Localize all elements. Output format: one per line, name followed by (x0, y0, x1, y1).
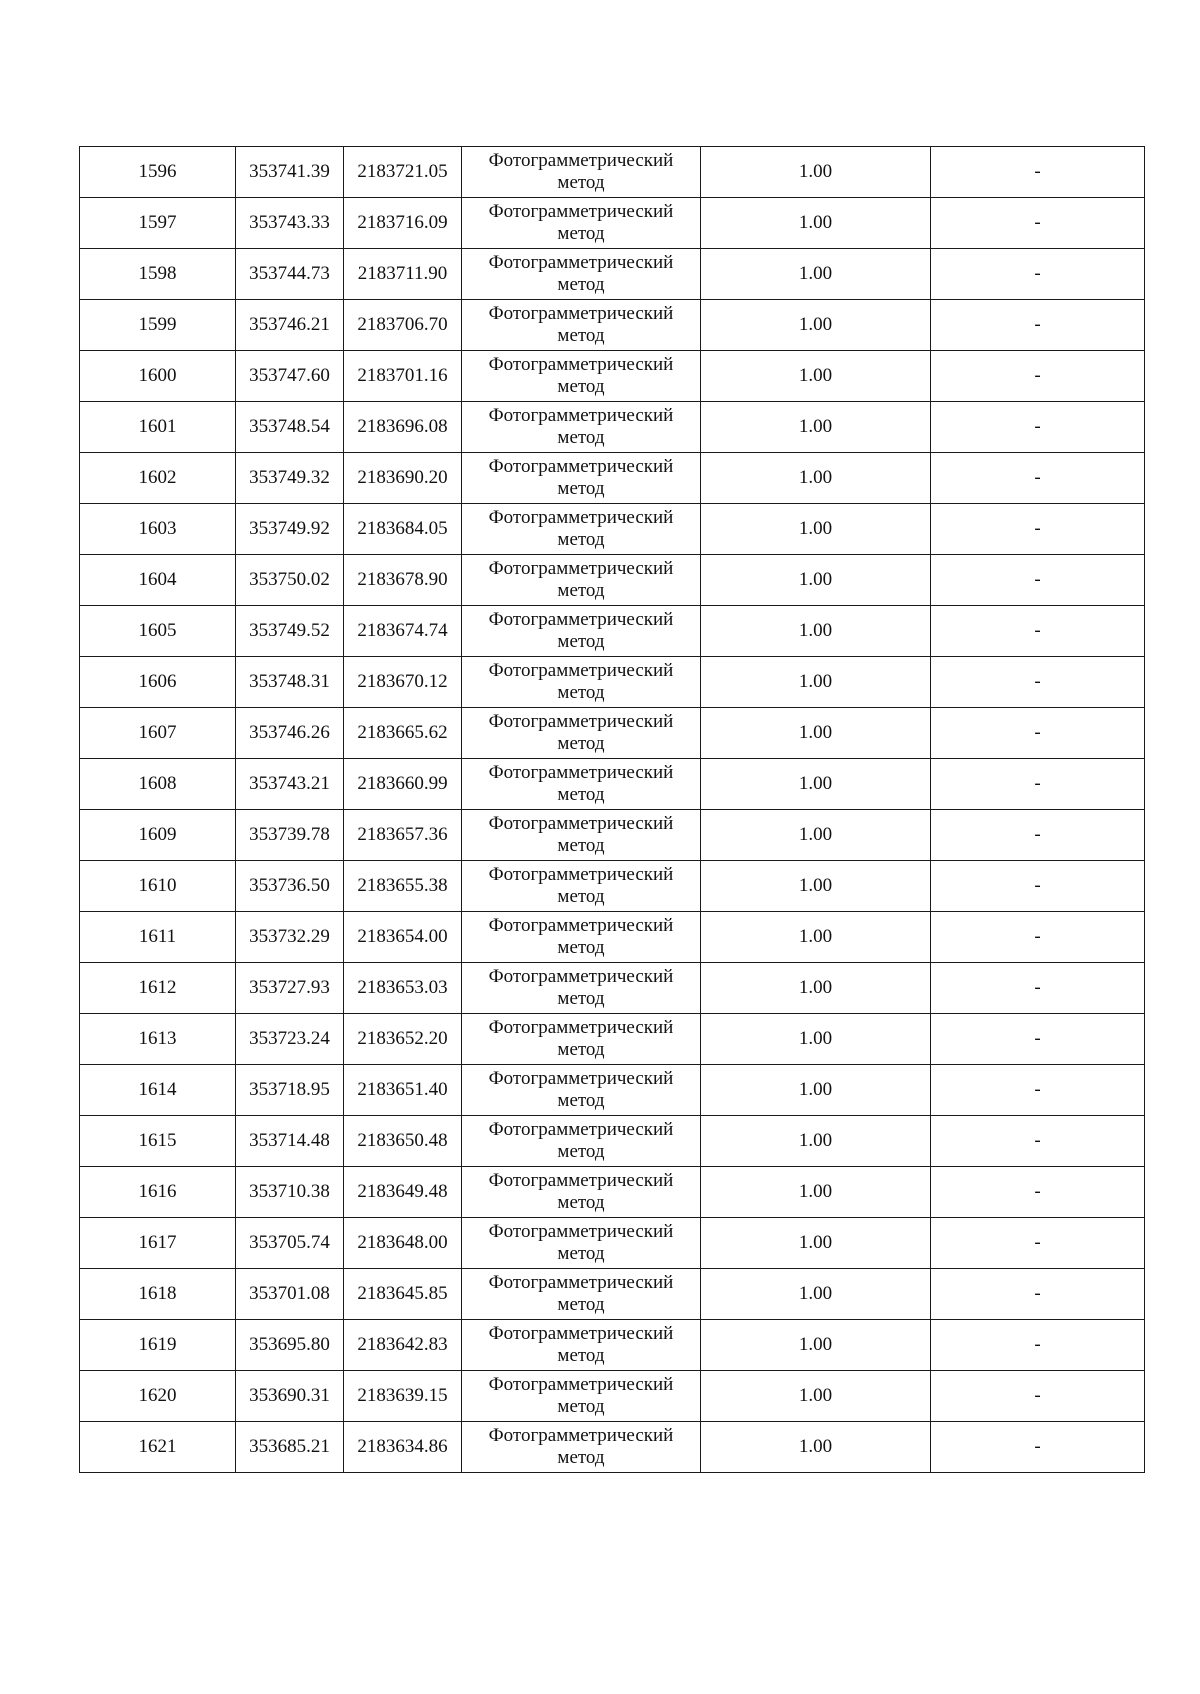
table-row (80, 1065, 1145, 1116)
x-coordinate-cell: 353749.32 (236, 453, 344, 504)
x-coordinate-cell: 353710.38 (236, 1167, 344, 1218)
method-line-2: метод (557, 733, 605, 754)
table-row (80, 351, 1145, 402)
x-coordinate-cell: 353685.21 (236, 1422, 344, 1473)
method-cell (462, 912, 701, 963)
y-coordinate-cell: 2183649.48 (344, 1167, 462, 1218)
point-number-cell: 1619 (80, 1320, 236, 1371)
table-row (80, 1218, 1145, 1269)
y-coordinate-cell: 2183650.48 (344, 1116, 462, 1167)
method-line-2: метод (557, 376, 605, 397)
note-cell: - (931, 555, 1145, 606)
note-cell: - (931, 300, 1145, 351)
x-coordinate-cell: 353748.54 (236, 402, 344, 453)
y-coordinate-cell: 2183645.85 (344, 1269, 462, 1320)
method-cell (462, 1014, 701, 1065)
method-cell (462, 1167, 701, 1218)
method-cell (462, 1218, 701, 1269)
x-coordinate-cell: 353723.24 (236, 1014, 344, 1065)
note-cell: - (931, 657, 1145, 708)
precision-cell: 1.00 (701, 504, 931, 555)
method-cell (462, 708, 701, 759)
table-row (80, 1422, 1145, 1473)
precision-cell: 1.00 (701, 1422, 931, 1473)
method-line-2: метод (557, 1345, 605, 1366)
point-number-cell: 1602 (80, 453, 236, 504)
table-row (80, 810, 1145, 861)
point-number-cell: 1607 (80, 708, 236, 759)
point-number-cell: 1598 (80, 249, 236, 300)
point-number-cell: 1604 (80, 555, 236, 606)
y-coordinate-cell: 2183652.20 (344, 1014, 462, 1065)
method-cell (462, 198, 701, 249)
table-row (80, 402, 1145, 453)
method-cell (462, 1269, 701, 1320)
note-cell: - (931, 606, 1145, 657)
table-row (80, 1167, 1145, 1218)
precision-cell: 1.00 (701, 300, 931, 351)
point-number-cell: 1611 (80, 912, 236, 963)
method-cell (462, 555, 701, 606)
precision-cell: 1.00 (701, 1218, 931, 1269)
method-cell (462, 402, 701, 453)
method-line-2: метод (557, 886, 605, 907)
point-number-cell: 1616 (80, 1167, 236, 1218)
method-line-1: Фотограмметрический (488, 252, 674, 273)
y-coordinate-cell: 2183660.99 (344, 759, 462, 810)
method-line-1: Фотограмметрический (488, 966, 674, 987)
method-cell (462, 504, 701, 555)
method-line-1: Фотограмметрический (488, 405, 674, 426)
point-number-cell: 1617 (80, 1218, 236, 1269)
table-row (80, 147, 1145, 198)
y-coordinate-cell: 2183670.12 (344, 657, 462, 708)
point-number-cell: 1618 (80, 1269, 236, 1320)
note-cell: - (931, 1116, 1145, 1167)
table-row (80, 861, 1145, 912)
table-row (80, 657, 1145, 708)
table-row (80, 606, 1145, 657)
precision-cell: 1.00 (701, 1269, 931, 1320)
precision-cell: 1.00 (701, 1065, 931, 1116)
precision-cell: 1.00 (701, 402, 931, 453)
x-coordinate-cell: 353741.39 (236, 147, 344, 198)
method-line-2: метод (557, 1090, 605, 1111)
precision-cell: 1.00 (701, 453, 931, 504)
method-line-1: Фотограмметрический (488, 150, 674, 171)
method-line-1: Фотограмметрический (488, 1425, 674, 1446)
point-number-cell: 1621 (80, 1422, 236, 1473)
method-cell (462, 1065, 701, 1116)
point-number-cell: 1612 (80, 963, 236, 1014)
method-line-1: Фотограмметрический (488, 1017, 674, 1038)
method-line-1: Фотограмметрический (488, 813, 674, 834)
y-coordinate-cell: 2183665.62 (344, 708, 462, 759)
method-line-2: метод (557, 223, 605, 244)
table-row (80, 1116, 1145, 1167)
method-cell (462, 1320, 701, 1371)
y-coordinate-cell: 2183706.70 (344, 300, 462, 351)
note-cell: - (931, 1218, 1145, 1269)
method-cell (462, 147, 701, 198)
note-cell: - (931, 1422, 1145, 1473)
method-line-2: метод (557, 631, 605, 652)
note-cell: - (931, 1269, 1145, 1320)
method-line-2: метод (557, 172, 605, 193)
method-line-2: метод (557, 1294, 605, 1315)
method-line-1: Фотограмметрический (488, 201, 674, 222)
method-line-1: Фотограмметрический (488, 711, 674, 732)
method-line-2: метод (557, 478, 605, 499)
point-number-cell: 1606 (80, 657, 236, 708)
method-line-1: Фотограмметрический (488, 864, 674, 885)
note-cell: - (931, 708, 1145, 759)
precision-cell: 1.00 (701, 1167, 931, 1218)
y-coordinate-cell: 2183684.05 (344, 504, 462, 555)
point-number-cell: 1613 (80, 1014, 236, 1065)
method-cell (462, 249, 701, 300)
x-coordinate-cell: 353732.29 (236, 912, 344, 963)
y-coordinate-cell: 2183639.15 (344, 1371, 462, 1422)
method-line-2: метод (557, 835, 605, 856)
point-number-cell: 1615 (80, 1116, 236, 1167)
method-line-2: метод (557, 682, 605, 703)
precision-cell: 1.00 (701, 555, 931, 606)
note-cell: - (931, 249, 1145, 300)
point-number-cell: 1597 (80, 198, 236, 249)
table-row (80, 198, 1145, 249)
x-coordinate-cell: 353736.50 (236, 861, 344, 912)
method-cell (462, 759, 701, 810)
method-line-2: метод (557, 988, 605, 1009)
x-coordinate-cell: 353695.80 (236, 1320, 344, 1371)
note-cell: - (931, 351, 1145, 402)
note-cell: - (931, 861, 1145, 912)
note-cell: - (931, 1320, 1145, 1371)
method-line-2: метод (557, 1243, 605, 1264)
table-row (80, 759, 1145, 810)
note-cell: - (931, 1014, 1145, 1065)
table-row (80, 555, 1145, 606)
point-number-cell: 1596 (80, 147, 236, 198)
note-cell: - (931, 504, 1145, 555)
table-row (80, 1320, 1145, 1371)
method-line-2: метод (557, 937, 605, 958)
x-coordinate-cell: 353705.74 (236, 1218, 344, 1269)
x-coordinate-cell: 353690.31 (236, 1371, 344, 1422)
point-number-cell: 1600 (80, 351, 236, 402)
y-coordinate-cell: 2183716.09 (344, 198, 462, 249)
note-cell: - (931, 912, 1145, 963)
method-line-2: метод (557, 1396, 605, 1417)
x-coordinate-cell: 353739.78 (236, 810, 344, 861)
precision-cell: 1.00 (701, 1014, 931, 1065)
precision-cell: 1.00 (701, 861, 931, 912)
precision-cell: 1.00 (701, 351, 931, 402)
precision-cell: 1.00 (701, 810, 931, 861)
table-row (80, 249, 1145, 300)
method-line-1: Фотограмметрический (488, 1119, 674, 1140)
precision-cell: 1.00 (701, 606, 931, 657)
method-line-2: метод (557, 1141, 605, 1162)
point-number-cell: 1610 (80, 861, 236, 912)
y-coordinate-cell: 2183634.86 (344, 1422, 462, 1473)
method-cell (462, 963, 701, 1014)
x-coordinate-cell: 353746.21 (236, 300, 344, 351)
method-cell (462, 1422, 701, 1473)
y-coordinate-cell: 2183657.36 (344, 810, 462, 861)
y-coordinate-cell: 2183674.74 (344, 606, 462, 657)
note-cell: - (931, 963, 1145, 1014)
table-row (80, 300, 1145, 351)
table-row (80, 708, 1145, 759)
method-line-2: метод (557, 1192, 605, 1213)
x-coordinate-cell: 353718.95 (236, 1065, 344, 1116)
method-line-1: Фотограмметрический (488, 1272, 674, 1293)
x-coordinate-cell: 353744.73 (236, 249, 344, 300)
x-coordinate-cell: 353750.02 (236, 555, 344, 606)
point-number-cell: 1599 (80, 300, 236, 351)
point-number-cell: 1608 (80, 759, 236, 810)
note-cell: - (931, 198, 1145, 249)
precision-cell: 1.00 (701, 198, 931, 249)
method-line-1: Фотограмметрический (488, 1323, 674, 1344)
note-cell: - (931, 1371, 1145, 1422)
y-coordinate-cell: 2183696.08 (344, 402, 462, 453)
x-coordinate-cell: 353743.21 (236, 759, 344, 810)
method-cell (462, 861, 701, 912)
x-coordinate-cell: 353747.60 (236, 351, 344, 402)
point-number-cell: 1605 (80, 606, 236, 657)
x-coordinate-cell: 353701.08 (236, 1269, 344, 1320)
x-coordinate-cell: 353714.48 (236, 1116, 344, 1167)
method-line-2: метод (557, 1447, 605, 1468)
y-coordinate-cell: 2183678.90 (344, 555, 462, 606)
method-line-1: Фотограмметрический (488, 762, 674, 783)
method-line-1: Фотограмметрический (488, 915, 674, 936)
method-line-2: метод (557, 580, 605, 601)
method-line-1: Фотограмметрический (488, 558, 674, 579)
method-line-2: метод (557, 784, 605, 805)
x-coordinate-cell: 353748.31 (236, 657, 344, 708)
coordinates-table-body (80, 147, 1145, 1473)
table-row (80, 1371, 1145, 1422)
x-coordinate-cell: 353746.26 (236, 708, 344, 759)
method-line-2: метод (557, 274, 605, 295)
method-cell (462, 1116, 701, 1167)
method-line-1: Фотограмметрический (488, 1374, 674, 1395)
table-row (80, 504, 1145, 555)
precision-cell: 1.00 (701, 657, 931, 708)
precision-cell: 1.00 (701, 1116, 931, 1167)
method-cell (462, 1371, 701, 1422)
method-cell (462, 300, 701, 351)
y-coordinate-cell: 2183711.90 (344, 249, 462, 300)
x-coordinate-cell: 353727.93 (236, 963, 344, 1014)
point-number-cell: 1609 (80, 810, 236, 861)
x-coordinate-cell: 353743.33 (236, 198, 344, 249)
table-row (80, 453, 1145, 504)
method-line-1: Фотограмметрический (488, 303, 674, 324)
precision-cell: 1.00 (701, 1320, 931, 1371)
y-coordinate-cell: 2183701.16 (344, 351, 462, 402)
y-coordinate-cell: 2183655.38 (344, 861, 462, 912)
method-cell (462, 606, 701, 657)
y-coordinate-cell: 2183653.03 (344, 963, 462, 1014)
method-line-1: Фотограмметрический (488, 354, 674, 375)
x-coordinate-cell: 353749.52 (236, 606, 344, 657)
method-cell (462, 351, 701, 402)
method-line-2: метод (557, 325, 605, 346)
method-line-1: Фотограмметрический (488, 456, 674, 477)
precision-cell: 1.00 (701, 708, 931, 759)
precision-cell: 1.00 (701, 1371, 931, 1422)
point-number-cell: 1614 (80, 1065, 236, 1116)
method-line-1: Фотограмметрический (488, 507, 674, 528)
y-coordinate-cell: 2183690.20 (344, 453, 462, 504)
note-cell: - (931, 810, 1145, 861)
table-row (80, 1014, 1145, 1065)
note-cell: - (931, 1065, 1145, 1116)
y-coordinate-cell: 2183642.83 (344, 1320, 462, 1371)
x-coordinate-cell: 353749.92 (236, 504, 344, 555)
method-cell (462, 810, 701, 861)
method-line-2: метод (557, 427, 605, 448)
precision-cell: 1.00 (701, 759, 931, 810)
method-line-1: Фотограмметрический (488, 609, 674, 630)
y-coordinate-cell: 2183648.00 (344, 1218, 462, 1269)
table-row (80, 963, 1145, 1014)
method-line-1: Фотограмметрический (488, 660, 674, 681)
method-line-2: метод (557, 529, 605, 550)
precision-cell: 1.00 (701, 963, 931, 1014)
coordinates-table (79, 146, 1145, 1473)
precision-cell: 1.00 (701, 147, 931, 198)
note-cell: - (931, 402, 1145, 453)
y-coordinate-cell: 2183651.40 (344, 1065, 462, 1116)
precision-cell: 1.00 (701, 249, 931, 300)
note-cell: - (931, 147, 1145, 198)
point-number-cell: 1601 (80, 402, 236, 453)
y-coordinate-cell: 2183721.05 (344, 147, 462, 198)
point-number-cell: 1603 (80, 504, 236, 555)
method-line-1: Фотограмметрический (488, 1170, 674, 1191)
table-row (80, 1269, 1145, 1320)
note-cell: - (931, 1167, 1145, 1218)
y-coordinate-cell: 2183654.00 (344, 912, 462, 963)
precision-cell: 1.00 (701, 912, 931, 963)
note-cell: - (931, 453, 1145, 504)
point-number-cell: 1620 (80, 1371, 236, 1422)
method-line-1: Фотограмметрический (488, 1068, 674, 1089)
table-row (80, 912, 1145, 963)
method-cell (462, 657, 701, 708)
note-cell: - (931, 759, 1145, 810)
method-cell (462, 453, 701, 504)
method-line-1: Фотограмметрический (488, 1221, 674, 1242)
method-line-2: метод (557, 1039, 605, 1060)
